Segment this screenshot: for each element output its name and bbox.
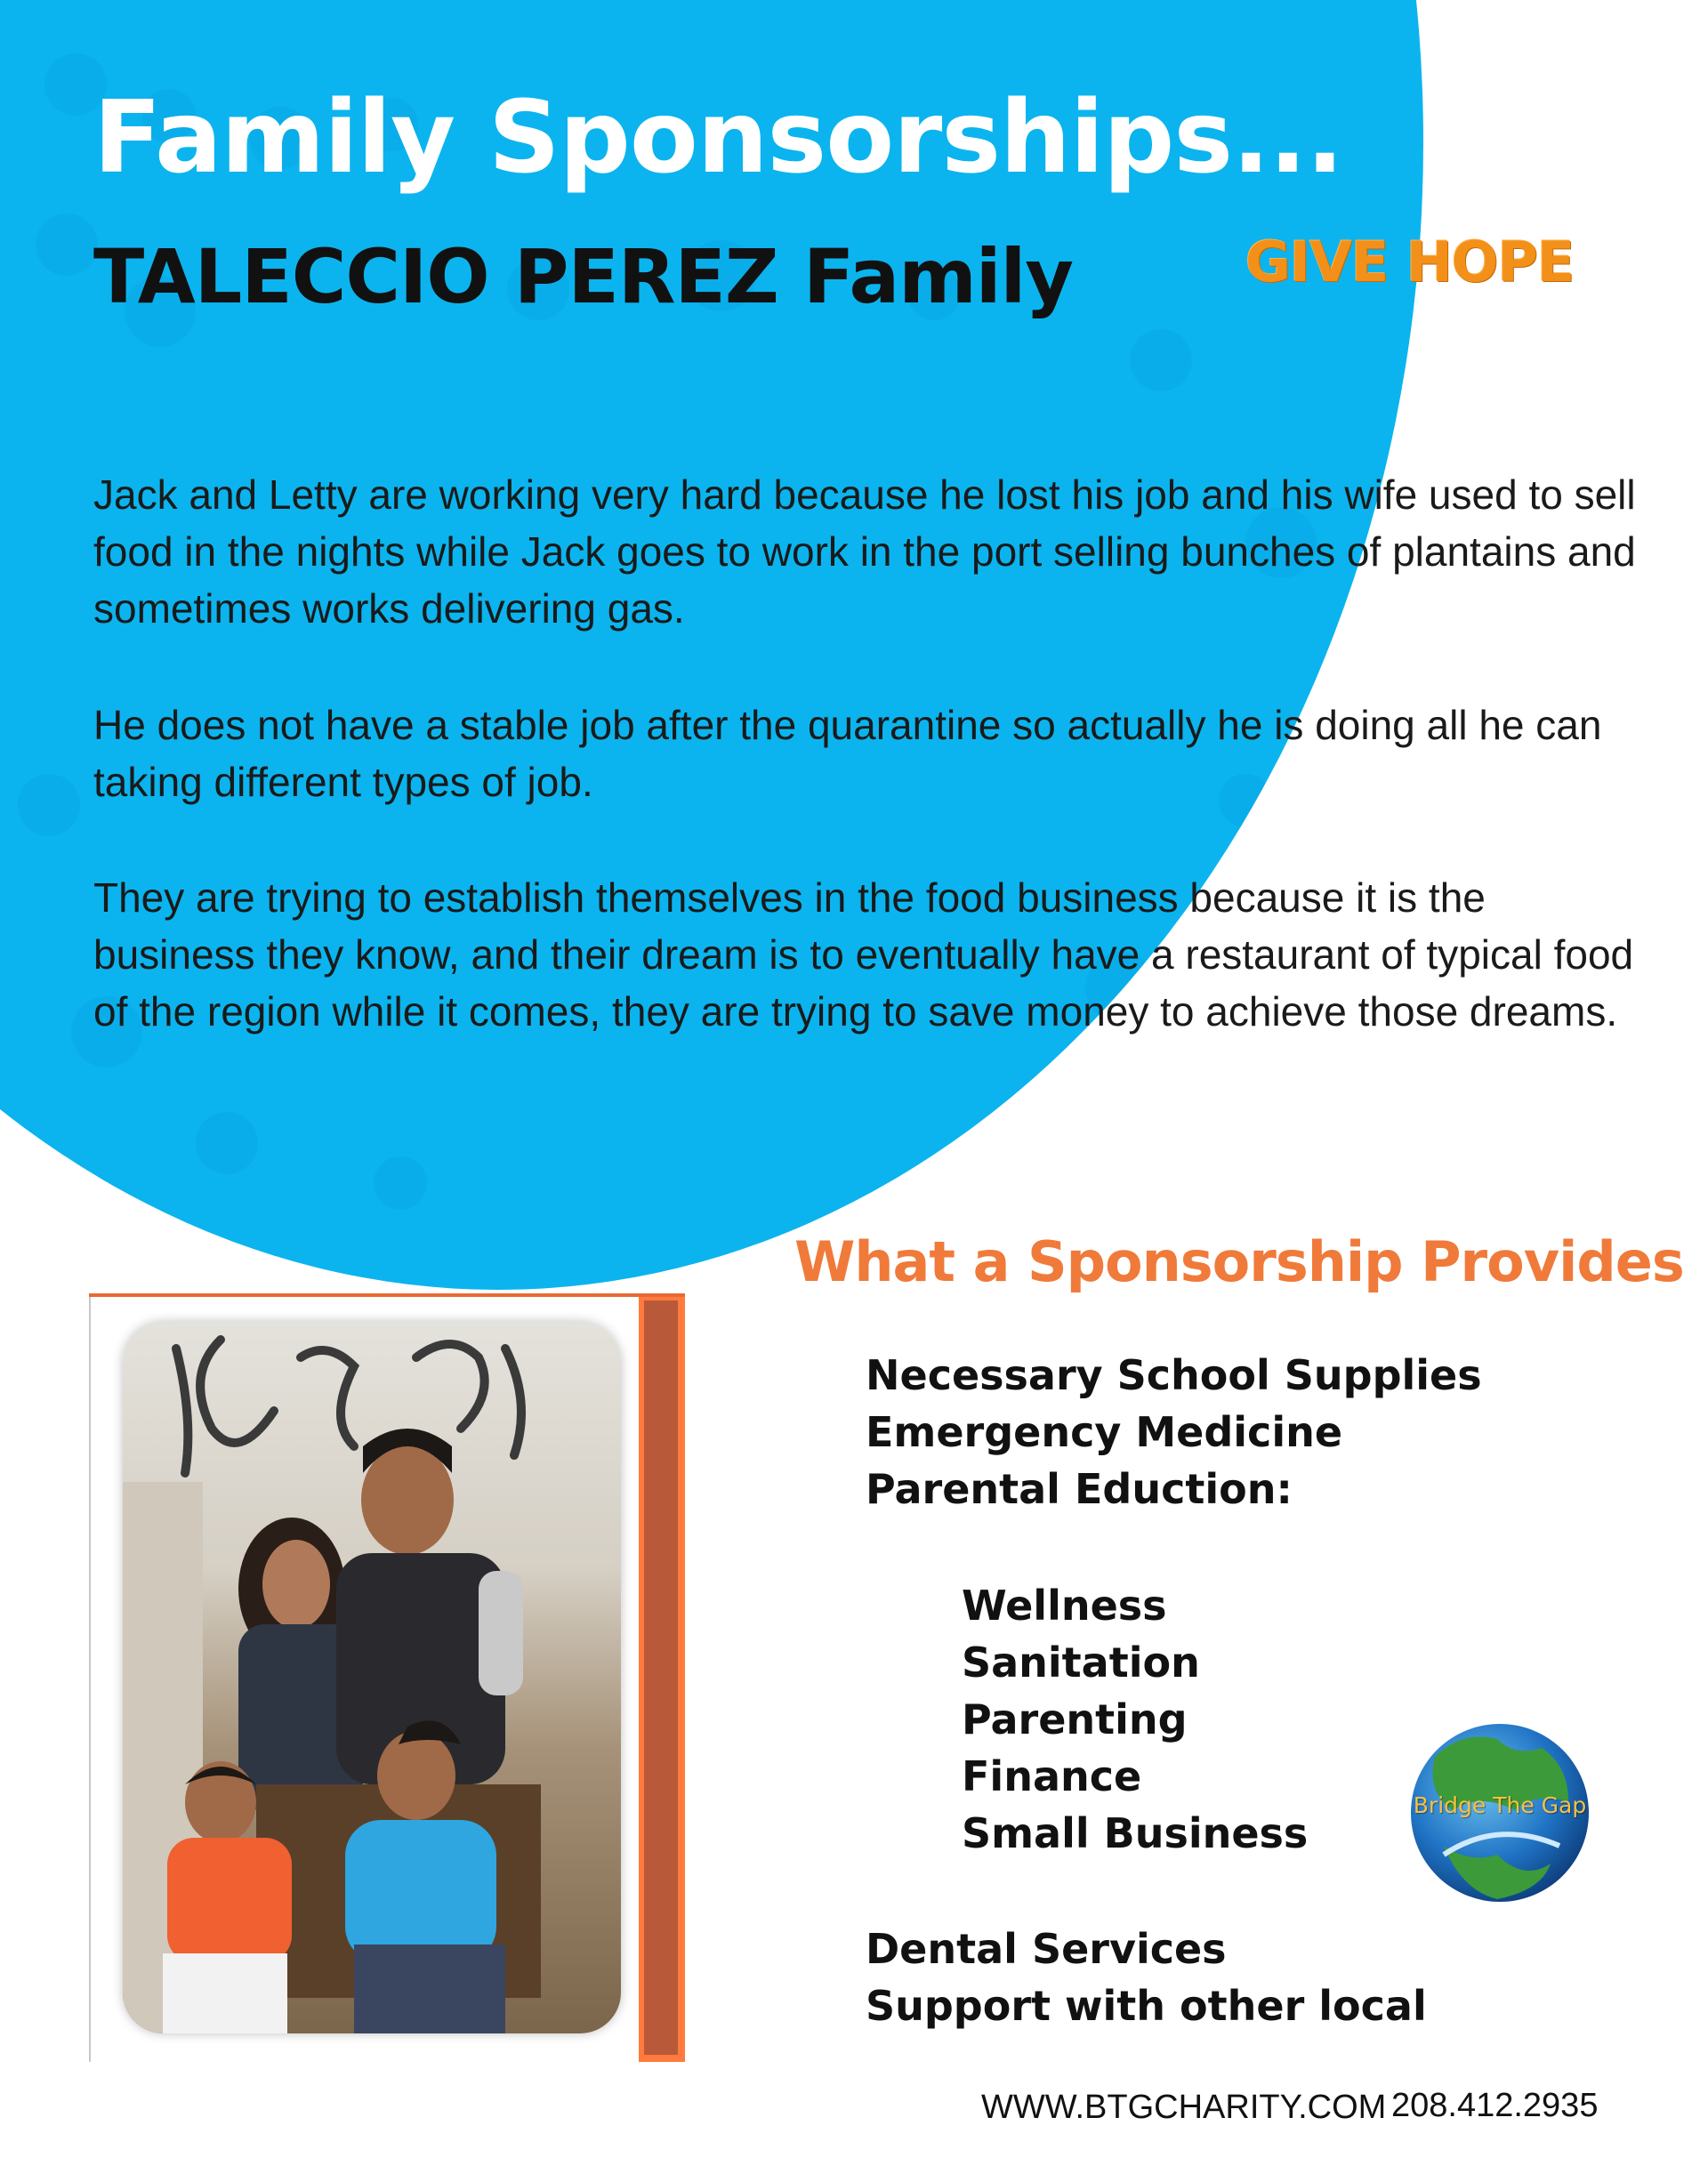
additional-services-list — [866, 1920, 1427, 2034]
provides-list — [866, 1347, 1482, 1518]
list-item: Parenting — [962, 1695, 1188, 1743]
list-item: Finance — [962, 1752, 1142, 1800]
photo-frame-top — [89, 1293, 685, 1297]
bridge-the-gap-logo — [1408, 1721, 1591, 1904]
website-link[interactable]: WWW.BTGCHARITY.COM — [981, 2089, 1387, 2126]
list-item: Support with other local — [866, 1982, 1427, 2030]
parental-education-list — [962, 1577, 1308, 1862]
list-item: Small Business — [962, 1809, 1309, 1857]
story-paragraph: They are trying to establish themselves in the food business because it is the business they know, and their dream is to eventually have a restaurant of typical food of the region while it comes, they are trying to save money to achieve those dreams. — [93, 874, 1634, 1035]
story-paragraph: Jack and Letty are working very hard because he lost his job and his wife used to sell food in the nights while Jack goes to work in the port selling bunches of plantains and sometimes works delivering gas. — [93, 471, 1636, 632]
page-title: Family Sponsorships... — [93, 80, 1343, 196]
list-item: Dental Services — [866, 1925, 1227, 1973]
family-name-heading: TALECCIO PEREZ Family — [93, 233, 1074, 320]
photo-frame-border — [89, 1293, 91, 2062]
phone-number: 208.412.2935 — [1391, 2087, 1599, 2124]
family-photo — [123, 1322, 621, 2033]
list-item: Parental Eduction: — [866, 1465, 1293, 1513]
family-photo-illustration — [123, 1322, 621, 2033]
provides-heading: What a Sponsorship Provides — [794, 1229, 1684, 1294]
list-item: Sanitation — [962, 1639, 1200, 1687]
list-item: Necessary School Supplies — [866, 1351, 1482, 1399]
logo-text: Bridge The Gap — [1413, 1792, 1587, 1818]
give-hope-tagline: GIVE HOPE — [1245, 229, 1575, 294]
list-item: Emergency Medicine — [866, 1408, 1343, 1456]
story-paragraph: He does not have a stable job after the quarantine so actually he is doing all he can taking different types of job. — [93, 702, 1602, 805]
photo-frame-edge-shadow — [644, 1300, 678, 2055]
list-item: Wellness — [962, 1582, 1167, 1630]
